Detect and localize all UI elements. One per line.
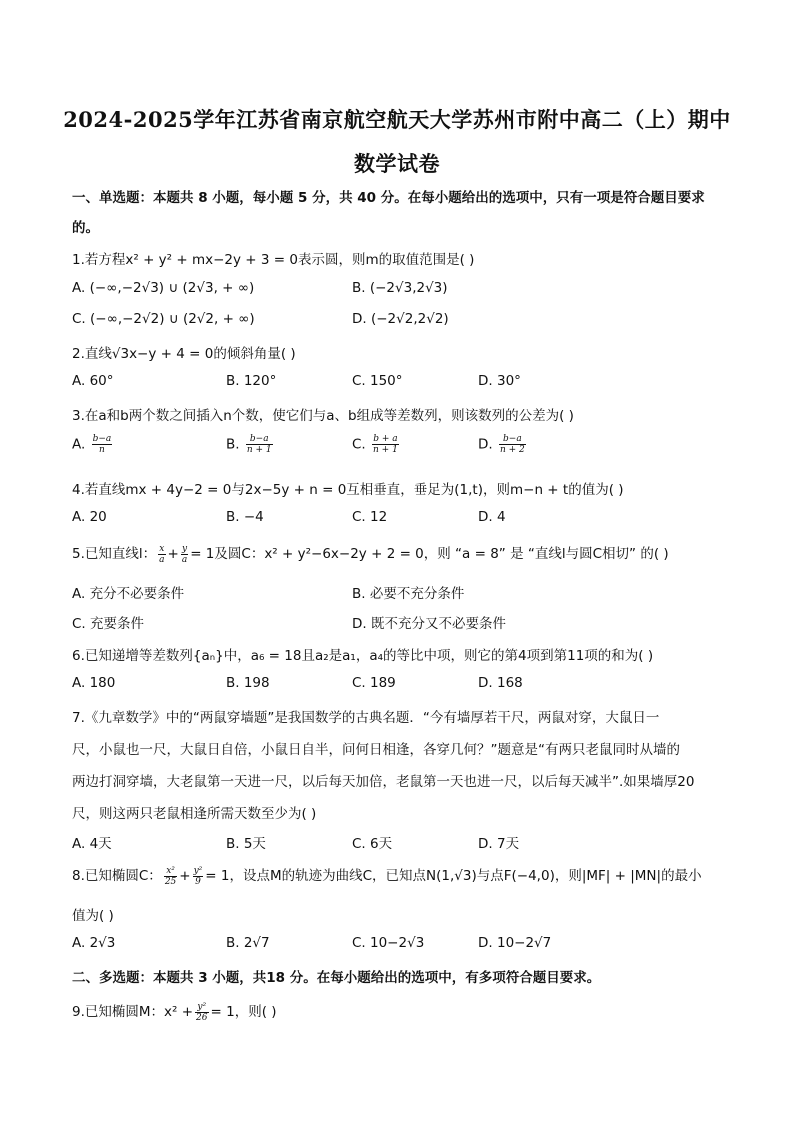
question-6-option-d: D. 168 [478,675,523,691]
question-2-option-d: D. 30° [478,373,521,389]
numerator: x [159,543,165,554]
denominator: a [181,554,188,565]
question-1-stem: 1.若方程x² + y² + mx−2y + 3 = 0表示圆，则m的取值范围是( ) [72,252,475,268]
numerator: b−a [246,434,273,445]
stem-text: 9.已知椭圆M：x² + [72,1004,194,1020]
question-7-line4: 尺，则这两只老鼠相逢所需天数至少为( ) [72,806,317,822]
option-label: C. [352,436,366,453]
question-3-option-a [72,434,114,455]
question-7-line2: 尺，小鼠也一尺，大鼠日自倍，小鼠日自半，问何日相逢，各穿几何？”题意是“有两只老鼠同时从墙的 [72,742,680,758]
denominator: 9 [195,876,201,887]
question-5-option-a: A. 充分不必要条件 [72,586,185,602]
option-label: A. [72,436,86,453]
section2-heading: 二、多选题：本题共 3 小题，共18 分。在每小题给出的选项中，有多项符合题目要求。 [72,970,601,986]
denominator: n + 1 [246,445,272,455]
question-8-line2: 值为( ) [72,908,114,924]
denominator: n + 2 [499,445,525,455]
question-4-option-c: C. 12 [352,509,388,525]
denominator: n + 1 [373,445,398,455]
numerator: y² [195,1002,208,1013]
question-3-stem: 3.在a和b两个数之间插入n个数，使它们与a、b组成等差数列，则该数列的公差为( ) [72,408,574,424]
numerator: b−a [499,434,526,445]
numerator: y [181,543,188,554]
fraction [181,544,188,565]
fraction [372,434,399,455]
plus-sign: + [179,868,191,884]
stem-text: 8.已知椭圆C： [72,868,162,884]
section1-heading: 一、单选题：本题共 8 小题，每小题 5 分，共 40 分。在每小题给出的选项中，只有一项是符合题目要求 [72,190,705,206]
question-3-option-d [478,434,528,455]
question-6-option-a: A. 180 [72,675,116,691]
denominator: a [159,554,165,565]
stem-text: = 1，则( ) [210,1004,277,1020]
numerator: x² [164,866,177,877]
denominator: n [99,445,105,455]
question-7-option-c: C. 6天 [352,836,393,852]
question-7-option-d: D. 7天 [478,836,520,852]
question-7-option-b: B. 5天 [226,836,266,852]
question-5-option-c: C. 充要条件 [72,616,145,632]
question-6-stem: 6.已知递增等差数列{aₙ}中，a₆ = 18且a₂是a₁，a₄的等比中项，则它的第4项到第11项的和为( ) [72,648,654,664]
fraction [164,866,177,887]
question-7-option-a: A. 4天 [72,836,112,852]
question-3-option-c [352,434,401,455]
question-1-option-c: C. (−∞,−2√2) ∪ (2√2, + ∞) [72,311,255,327]
numerator: b + a [373,434,398,444]
fraction [193,866,204,887]
question-2-option-a: A. 60° [72,373,114,389]
question-8-option-d: D. 10−2√7 [478,935,552,951]
question-4-option-a: A. 20 [72,509,107,525]
exam-title-line2: 数学试卷 [354,151,440,176]
denominator: 25 [164,876,177,887]
question-7-line1: 7.《九章数学》中的“两鼠穿墙题”是我国数学的古典名题．“今有墙厚若干尺，两鼠对穿，大鼠日一 [72,710,660,726]
fraction [158,544,165,565]
question-9-stem [72,1000,732,1023]
question-6-option-c: C. 189 [352,675,396,691]
section1-heading-cont: 的。 [72,220,99,236]
question-4-stem: 4.若直线mx + 4y−2 = 0与2x−5y + n = 0互相垂直，垂足为(1,t)，则m−n + t的值为( ) [72,482,624,498]
question-6-option-b: B. 198 [226,675,270,691]
question-4-option-d: D. 4 [478,509,506,525]
question-5-option-b: B. 必要不充分条件 [352,586,465,602]
question-8-option-b: B. 2√7 [226,935,270,951]
question-1-option-d: D. (−2√2,2√2) [352,311,449,327]
exam-title-line1: 2024-2025学年江苏省南京航空航天大学苏州市附中高二（上）期中 [63,107,731,132]
question-8-stem [72,864,732,887]
question-7-line3: 两边打洞穿墙，大老鼠第一天进一尺，以后每天加倍，老鼠第一天也进一尺，以后每天减半”.如果墙厚20 [72,774,695,790]
numerator: b−a [92,434,112,444]
stem-text: = 1，设点M的轨迹为曲线C，已知点N(1,√3)与点F(−4,0)，则|MF| + |MN|的最小 [205,868,702,884]
stem-text: 5.已知直线l： [72,546,157,562]
fraction [92,434,113,455]
fraction [246,434,273,455]
question-2-option-c: C. 150° [352,373,403,389]
fraction [195,1002,208,1023]
question-1-option-b: B. (−2√3,2√3) [352,280,448,296]
question-2-stem: 2.直线√3x−y + 4 = 0的倾斜角量( ) [72,346,296,362]
question-5-stem [72,542,732,565]
question-3-option-b [226,434,275,455]
question-2-option-b: B. 120° [226,373,277,389]
question-4-option-b: B. −4 [226,509,264,525]
denominator: 26 [196,1012,208,1023]
option-label: D. [478,436,493,453]
plus-sign: + [167,546,179,562]
option-label: B. [226,436,240,453]
fraction [499,434,526,455]
question-5-option-d: D. 既不充分又不必要条件 [352,616,506,632]
question-1-option-a: A. (−∞,−2√3) ∪ (2√3, + ∞) [72,280,255,296]
question-8-option-a: A. 2√3 [72,935,116,951]
stem-text: = 1及圆C：x² + y²−6x−2y + 2 = 0，则 “a = 8” 是 “直线l与圆C相切” 的( ) [190,546,669,562]
question-8-option-c: C. 10−2√3 [352,935,425,951]
numerator: y² [193,865,203,876]
